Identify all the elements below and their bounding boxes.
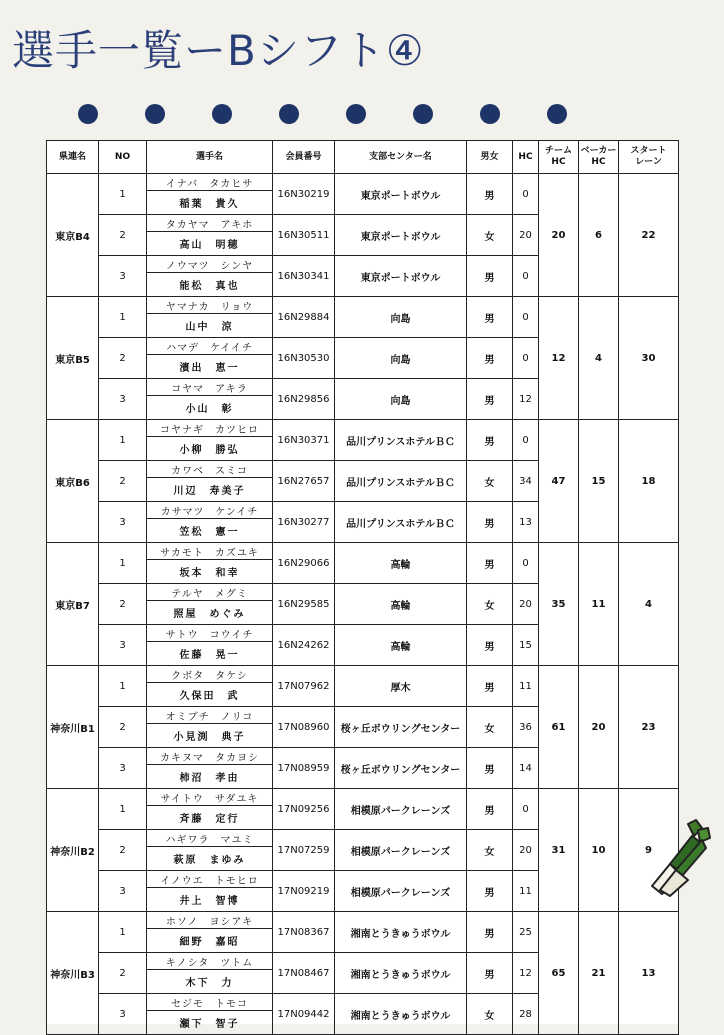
header-no: NO <box>99 141 147 174</box>
dot-icon <box>480 104 500 124</box>
team-pref: 神奈川B1 <box>47 666 99 789</box>
dot-icon <box>145 104 165 124</box>
table-row <box>47 297 679 314</box>
player-kana: ノウマツ シンヤ <box>147 256 273 273</box>
header-team-hc <box>539 141 579 174</box>
header-start-lane <box>619 141 679 174</box>
player-hc: 14 <box>513 748 539 789</box>
start-lane: 23 <box>619 666 679 789</box>
team-hc: 35 <box>539 543 579 666</box>
player-center: 東京ポートボウル <box>335 256 467 297</box>
player-center: 相模原パークレーンズ <box>335 830 467 871</box>
player-name: 小柳 勝弘 <box>147 437 273 461</box>
player-member-id: 16N30371 <box>273 420 335 461</box>
player-no: 2 <box>99 707 147 748</box>
player-kana: ハギワラ マユミ <box>147 830 273 847</box>
player-name: 佐藤 晃一 <box>147 642 273 666</box>
player-kana: ハマデ ケイイチ <box>147 338 273 355</box>
dot-icon <box>346 104 366 124</box>
player-no: 1 <box>99 789 147 830</box>
player-gender: 男 <box>467 502 513 543</box>
player-name: 柿沼 孝由 <box>147 765 273 789</box>
player-name: 稲葉 貴久 <box>147 191 273 215</box>
team-pref: 東京B4 <box>47 174 99 297</box>
start-lane: 13 <box>619 912 679 1035</box>
player-no: 2 <box>99 953 147 994</box>
player-gender: 男 <box>467 256 513 297</box>
player-member-id: 16N30511 <box>273 215 335 256</box>
team-pref: 神奈川B2 <box>47 789 99 912</box>
player-kana: サトウ コウイチ <box>147 625 273 642</box>
header-hc: HC <box>513 141 539 174</box>
player-name: 坂本 和幸 <box>147 560 273 584</box>
player-hc: 0 <box>513 174 539 215</box>
player-gender: 男 <box>467 625 513 666</box>
header-baker-hc-line1: ベーカー <box>580 146 617 156</box>
player-hc: 25 <box>513 912 539 953</box>
player-hc: 20 <box>513 830 539 871</box>
decorative-dots <box>0 104 724 134</box>
header-start-lane-line2: レーン <box>635 157 662 167</box>
team-hc: 47 <box>539 420 579 543</box>
table-row <box>47 420 679 437</box>
player-kana: カサマツ ケンイチ <box>147 502 273 519</box>
player-no: 1 <box>99 420 147 461</box>
player-kana: セジモ トモコ <box>147 994 273 1011</box>
player-kana: クボタ タケシ <box>147 666 273 683</box>
player-kana: キノシタ ツトム <box>147 953 273 970</box>
start-lane: 30 <box>619 297 679 420</box>
player-center: 高輪 <box>335 584 467 625</box>
player-name: 笠松 憲一 <box>147 519 273 543</box>
player-no: 1 <box>99 174 147 215</box>
player-name: 高山 明穂 <box>147 232 273 256</box>
baker-hc: 11 <box>579 543 619 666</box>
player-hc: 20 <box>513 215 539 256</box>
team-pref: 神奈川B3 <box>47 912 99 1035</box>
player-center: 相模原パークレーンズ <box>335 871 467 912</box>
baker-hc: 10 <box>579 789 619 912</box>
dot-icon <box>413 104 433 124</box>
player-hc: 15 <box>513 625 539 666</box>
player-gender: 男 <box>467 666 513 707</box>
player-center: 向島 <box>335 338 467 379</box>
player-kana: コヤナギ カツヒロ <box>147 420 273 437</box>
player-no: 3 <box>99 256 147 297</box>
player-no: 3 <box>99 625 147 666</box>
header-name: 選手名 <box>147 141 273 174</box>
player-member-id: 17N08959 <box>273 748 335 789</box>
dot-icon <box>212 104 232 124</box>
player-kana: ホソノ ヨシアキ <box>147 912 273 929</box>
player-center: 品川プリンスホテルＢＣ <box>335 502 467 543</box>
player-center: 湘南とうきゅうボウル <box>335 912 467 953</box>
header-team-hc-line1: チーム <box>544 146 572 156</box>
player-center: 向島 <box>335 379 467 420</box>
player-gender: 男 <box>467 379 513 420</box>
player-name: 斉藤 定行 <box>147 806 273 830</box>
team-pref: 東京B5 <box>47 297 99 420</box>
player-member-id: 17N08467 <box>273 953 335 994</box>
player-kana: オミブチ ノリコ <box>147 707 273 724</box>
table-row <box>47 789 679 806</box>
player-hc: 36 <box>513 707 539 748</box>
player-name: 木下 力 <box>147 970 273 994</box>
player-member-id: 16N29585 <box>273 584 335 625</box>
player-no: 2 <box>99 461 147 502</box>
roster-table <box>46 140 679 1035</box>
table-header <box>47 141 679 174</box>
baker-hc: 21 <box>579 912 619 1035</box>
player-name: 久保田 武 <box>147 683 273 707</box>
player-hc: 12 <box>513 953 539 994</box>
player-gender: 女 <box>467 461 513 502</box>
header-start-lane-line1: スタート <box>630 146 667 156</box>
leek-icon <box>648 818 714 898</box>
header-team-hc-line2: HC <box>551 157 566 167</box>
player-kana: カキヌマ タカヨシ <box>147 748 273 765</box>
player-no: 3 <box>99 748 147 789</box>
player-gender: 男 <box>467 912 513 953</box>
player-hc: 0 <box>513 297 539 338</box>
roster-sheet <box>46 140 678 1030</box>
player-gender: 男 <box>467 174 513 215</box>
player-no: 1 <box>99 297 147 338</box>
start-lane: 9 <box>619 789 679 912</box>
player-center: 東京ポートボウル <box>335 215 467 256</box>
player-hc: 12 <box>513 379 539 420</box>
player-no: 1 <box>99 666 147 707</box>
baker-hc: 15 <box>579 420 619 543</box>
player-center: 桜ヶ丘ボウリングセンター <box>335 748 467 789</box>
header-baker-hc <box>579 141 619 174</box>
player-name: 細野 嘉昭 <box>147 929 273 953</box>
player-no: 3 <box>99 502 147 543</box>
player-gender: 男 <box>467 338 513 379</box>
player-no: 3 <box>99 994 147 1035</box>
player-name: 小見渕 典子 <box>147 724 273 748</box>
player-kana: サカモト カズユキ <box>147 543 273 560</box>
player-gender: 男 <box>467 789 513 830</box>
player-gender: 女 <box>467 215 513 256</box>
player-gender: 女 <box>467 584 513 625</box>
player-center: 湘南とうきゅうボウル <box>335 953 467 994</box>
table-row <box>47 174 679 191</box>
player-member-id: 17N09256 <box>273 789 335 830</box>
player-hc: 0 <box>513 420 539 461</box>
player-member-id: 16N27657 <box>273 461 335 502</box>
player-no: 3 <box>99 379 147 420</box>
player-center: 相模原パークレーンズ <box>335 789 467 830</box>
player-member-id: 16N30341 <box>273 256 335 297</box>
table-row <box>47 543 679 560</box>
player-name: 川辺 寿美子 <box>147 478 273 502</box>
header-baker-hc-line2: HC <box>591 157 606 167</box>
player-hc: 0 <box>513 338 539 379</box>
team-hc: 12 <box>539 297 579 420</box>
player-hc: 0 <box>513 256 539 297</box>
header-member-id: 会員番号 <box>273 141 335 174</box>
player-member-id: 16N30277 <box>273 502 335 543</box>
dot-icon <box>279 104 299 124</box>
team-hc: 61 <box>539 666 579 789</box>
baker-hc: 20 <box>579 666 619 789</box>
player-member-id: 16N30530 <box>273 338 335 379</box>
player-gender: 女 <box>467 830 513 871</box>
player-center: 高輪 <box>335 625 467 666</box>
player-name: 照屋 めぐみ <box>147 601 273 625</box>
team-hc: 20 <box>539 174 579 297</box>
player-kana: カワベ スミコ <box>147 461 273 478</box>
player-member-id: 17N08367 <box>273 912 335 953</box>
player-no: 1 <box>99 912 147 953</box>
header-gender: 男女 <box>467 141 513 174</box>
player-name: 小山 彰 <box>147 396 273 420</box>
dot-icon <box>547 104 567 124</box>
player-kana: タカヤマ アキホ <box>147 215 273 232</box>
start-lane: 18 <box>619 420 679 543</box>
player-no: 2 <box>99 338 147 379</box>
player-hc: 0 <box>513 543 539 584</box>
player-kana: コヤマ アキラ <box>147 379 273 396</box>
player-hc: 34 <box>513 461 539 502</box>
player-name: 萩原 まゆみ <box>147 847 273 871</box>
baker-hc: 4 <box>579 297 619 420</box>
header-center: 支部センター名 <box>335 141 467 174</box>
page-title: 選手一覧ーBシフト④ <box>12 26 425 75</box>
player-hc: 13 <box>513 502 539 543</box>
player-hc: 11 <box>513 666 539 707</box>
baker-hc: 6 <box>579 174 619 297</box>
player-kana: サイトウ サダユキ <box>147 789 273 806</box>
player-no: 2 <box>99 584 147 625</box>
player-no: 2 <box>99 830 147 871</box>
player-gender: 女 <box>467 994 513 1035</box>
player-kana: イノウエ トモヒロ <box>147 871 273 888</box>
player-hc: 0 <box>513 789 539 830</box>
team-pref: 東京B6 <box>47 420 99 543</box>
player-gender: 男 <box>467 297 513 338</box>
player-no: 1 <box>99 543 147 584</box>
player-gender: 男 <box>467 543 513 584</box>
player-member-id: 16N29066 <box>273 543 335 584</box>
player-kana: イナバ タカヒサ <box>147 174 273 191</box>
player-center: 桜ヶ丘ボウリングセンター <box>335 707 467 748</box>
player-member-id: 16N30219 <box>273 174 335 215</box>
team-pref: 東京B7 <box>47 543 99 666</box>
player-name: 濱出 恵一 <box>147 355 273 379</box>
player-gender: 男 <box>467 871 513 912</box>
player-center: 高輪 <box>335 543 467 584</box>
player-hc: 20 <box>513 584 539 625</box>
table-row <box>47 666 679 683</box>
team-hc: 65 <box>539 912 579 1035</box>
player-center: 品川プリンスホテルＢＣ <box>335 461 467 502</box>
player-gender: 男 <box>467 748 513 789</box>
player-member-id: 16N29856 <box>273 379 335 420</box>
player-center: 厚木 <box>335 666 467 707</box>
table-row <box>47 912 679 929</box>
player-gender: 男 <box>467 420 513 461</box>
player-gender: 女 <box>467 707 513 748</box>
player-center: 向島 <box>335 297 467 338</box>
player-hc: 11 <box>513 871 539 912</box>
player-kana: ヤマナカ リョウ <box>147 297 273 314</box>
player-member-id: 16N29884 <box>273 297 335 338</box>
player-name: 山中 涼 <box>147 314 273 338</box>
team-hc: 31 <box>539 789 579 912</box>
player-gender: 男 <box>467 953 513 994</box>
player-name: 井上 智博 <box>147 888 273 912</box>
player-no: 3 <box>99 871 147 912</box>
player-member-id: 17N07259 <box>273 830 335 871</box>
player-hc: 28 <box>513 994 539 1035</box>
player-member-id: 17N07962 <box>273 666 335 707</box>
player-kana: テルヤ メグミ <box>147 584 273 601</box>
player-name: 瀬下 智子 <box>147 1011 273 1035</box>
start-lane: 4 <box>619 543 679 666</box>
player-center: 湘南とうきゅうボウル <box>335 994 467 1035</box>
dot-icon <box>78 104 98 124</box>
header-pref: 県連名 <box>47 141 99 174</box>
start-lane: 22 <box>619 174 679 297</box>
player-member-id: 16N24262 <box>273 625 335 666</box>
player-member-id: 17N09219 <box>273 871 335 912</box>
player-center: 品川プリンスホテルＢＣ <box>335 420 467 461</box>
table-body <box>47 174 679 1035</box>
player-member-id: 17N08960 <box>273 707 335 748</box>
player-center: 東京ポートボウル <box>335 174 467 215</box>
player-member-id: 17N09442 <box>273 994 335 1035</box>
player-name: 能松 真也 <box>147 273 273 297</box>
player-no: 2 <box>99 215 147 256</box>
